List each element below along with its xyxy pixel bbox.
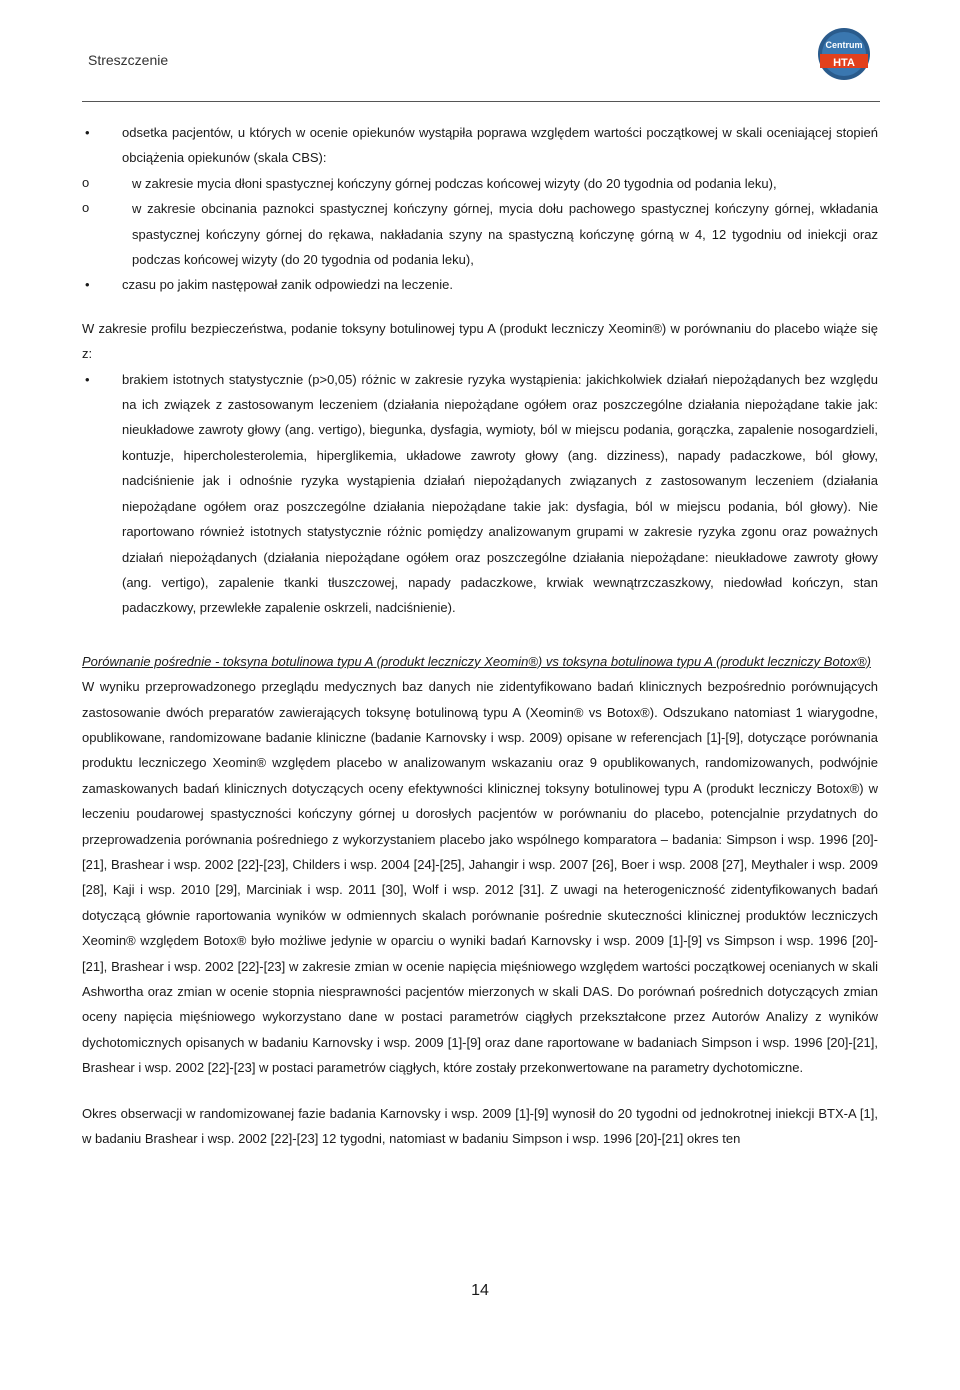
outcomes-list	[82, 120, 878, 298]
comparison-body: W wyniku przeprowadzonego przeglądu medycznych baz danych nie zidentyfikowano badań klinicznych bezpośrednio porównujących zastosowanie dwóch preparatów zawierających toksynę botulinową typu A (Xeomin® vs Botox®). Odszukano natomiast 1 wiarygodne, opublikowane, randomizowane badanie kliniczne (badanie Karnovsky i wsp. 2009) opisane w referencjach [1]-[9], dotyczące porównania produktu leczniczego Xeomin® względem placebo w analizowanym wskazaniu oraz 9 opublikowanych, randomizowanych, podwójnie zamaskowanych badań klinicznych dotyczących oceny efektywności klinicznej toksyny botulinowej typu A (produkt leczniczy Botox®) w leczeniu poudarowej spastyczności kończyny górnej u dorosłych pacjentów w porównaniu do placebo, potencjalnie przydatnych do przeprowadzenia porównania pośredniego z wykorzystaniem placebo jako wspólnego komparatora – badania: Simpson i wsp. 1996 [20]-[21], Brashear i wsp. 2002 [22]-[23], Childers i wsp. 2004 [24]-[25], Jahangir i wsp. 2007 [26], Boer i wsp. 2008 [27], Meythaler i wsp. 2009 [28], Kaji i wsp. 2010 [29], Marciniak i wsp. 2011 [30], Wolf i wsp. 2012 [31]. Z uwagi na heterogeniczność zidentyfikowanych badań dotyczącą głównie raportowania wyników w odmiennych skalach porównanie pośrednie skuteczności klinicznej produktów leczniczych Xeomin® względem Botox® było możliwe jedynie w oparciu o wyniki badań Karnovsky i wsp. 2009 [1]-[9] vs Simpson i wsp. 1996 [20]-[21], Brashear i wsp. 2002 [22]-[23] w zakresie zmian w ocenie napięcia mięśniowego względem wartości początkowej ocenianych w skali Ashwortha oraz zmian w ocenie stopnia niesprawności pacjentów mierzonych w skali DAS. Do porównań pośrednich dotyczących zmian oceny napięcia mięśniowego wykorzystano dane w postaci parametrów ciągłych przekształcone przez Autorów Analizy z wyników dychotomicznych opisanych w badaniu Karnovsky i wsp. 2009 [1]-[9] oraz dane raportowane w badaniach Simpson i wsp. 1996 [20]-[21], Brashear i wsp. 2002 [22]-[23] w postaci parametrów ciągłych, które zostały przekonwertowane na parametry dychotomiczne.	[82, 679, 878, 1076]
document-body	[82, 120, 878, 1151]
safety-list	[82, 367, 878, 621]
header-title: Streszczenie	[88, 52, 169, 68]
list-item	[82, 120, 878, 272]
safety-intro: W zakresie profilu bezpieczeństwa, podanie toksyny botulinowej typu A (produkt leczniczy Xeomin®) w porównaniu do placebo wiąże się z:	[82, 320, 878, 362]
header-divider	[82, 101, 880, 102]
logo-badge	[816, 26, 872, 82]
observation-paragraph: Okres obserwacji w randomizowanej fazie badania Karnovsky i wsp. 2009 [1]-[9] wynosił do 20 tygodni od jednokrotnej iniekcji BTX-A [1], w badaniu Brashear i wsp. 2002 [22]-[23] 12 tygodni, natomiast w badaniu Simpson i wsp. 1996 [20]-[21] okres ten	[82, 1105, 878, 1147]
page-number: 14	[471, 1282, 489, 1299]
list-item: • czasu po jakim następował zanik odpowiedzi na leczenie.	[82, 272, 878, 297]
logo-bottom-text: HTA	[833, 57, 855, 69]
sub-list	[122, 171, 878, 273]
sub-item: o w zakresie mycia dłoni spastycznej kończyny górnej podczas końcowej wizyty (do 20 tygodnia od podania leku),	[122, 171, 878, 196]
logo-top-text: Centrum	[825, 40, 863, 50]
bullet-intro: odsetka pacjentów, u których w ocenie opiekunów wystąpiła poprawa względem wartości początkowej w skali oceniającej stopień obciążenia opiekunów (skala CBS):	[122, 125, 878, 166]
list-item: • brakiem istotnych statystycznie (p>0,05) różnic w zakresie ryzyka wystąpienia: jakichkolwiek działań niepożądanych bez względu na ich związek z zastosowanym leczeniem (działania niepożądane ogółem oraz poszczególne działania niepożądane takie jak: nieukładowe zawroty głowy (ang. vertigo), biegunka, dysfagia, wymioty, ból w miejscu podania, gorączka, zapalenie nosogardzieli, kontuzje, hipercholesterolemia, hiperglikemia, układowe zawroty głowy (ang. dizziness), napady padaczkowe, ból głowy, nadciśnienie jak i odnośnie ryzyka wystąpienia działań niepożądanych związanych z zastosowanym leczeniem (działania niepożądane ogółem oraz poszczególne działania niepożądane takie jak: dysfagia, ból w miejscu podania, ból głowy). Nie raportowano również istotnych statystycznie różnic pomiędzy analizowanym grupami w zakresie ryzyka zgonu oraz poważnych działań niepożądanych (działania niepożądane ogółem oraz poszczególne działania niepożądane: nieukładowe zawroty głowy (ang. vertigo), zapalenie tkanki tłuszczowej, napady padaczkowe, krwiak wewnątrzczaszkowy, niedowład kończyn, stan padaczkowy, przewlekłe zapalenie oskrzeli, nadciśnienie).	[82, 367, 878, 621]
sub-item: o w zakresie obcinania paznokci spastycznej kończyny górnej, mycia dołu pachowego spastycznej kończyny górnej, wkładania spastycznej kończyny górnej do rękawa, nakładania szyny na spastyczną kończynę górną w 4, 12 tygodniu od iniekcji oraz podczas końcowej wizyty (do 20 tygodnia od podania leku),	[122, 196, 878, 272]
comparison-heading: Porównanie pośrednie - toksyna botulinowa typu A (produkt leczniczy Xeomin®) vs toksyna botulinowa typu A (produkt leczniczy Botox®)	[82, 653, 871, 669]
centrum-hta-logo	[816, 26, 872, 82]
